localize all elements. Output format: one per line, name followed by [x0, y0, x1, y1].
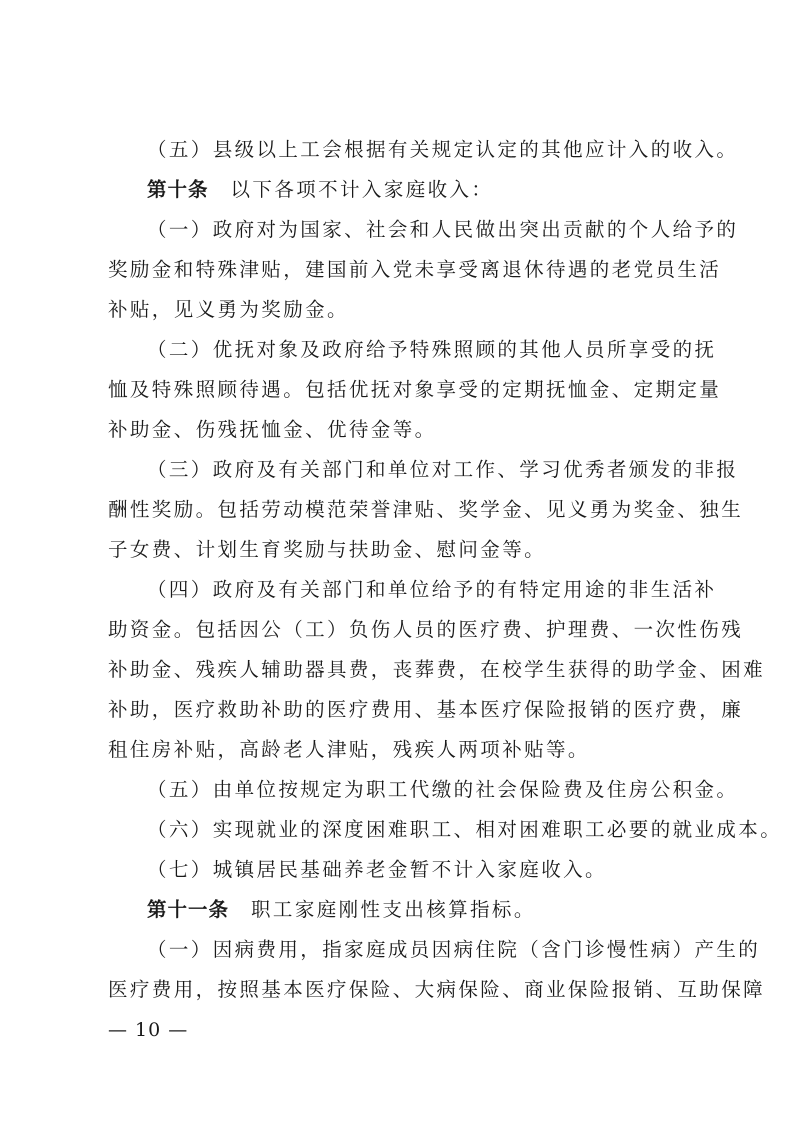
paragraph-line: （二）优抚对象及政府给予特殊照顾的其他人员所享受的抚 [147, 338, 717, 361]
paragraph-line: 医疗费用，按照基本医疗保险、大病保险、商业保险报销、互助保障 [108, 978, 766, 1001]
paragraph-line: （三）政府及有关部门和单位对工作、学习优秀者颁发的非报 [147, 458, 739, 481]
article-11-text: 职工家庭刚性支出核算指标。 [251, 898, 536, 921]
article-10-line [147, 170, 698, 210]
paragraph-line: 租住房补贴，高龄老人津贴，残疾人两项补贴等。 [108, 738, 590, 761]
paragraph-line: 恤及特殊照顾待遇。包括优抚对象享受的定期抚恤金、定期定量 [108, 378, 722, 401]
paragraph-line: （一）政府对为国家、社会和人民做出突出贡献的个人给予的 [147, 218, 739, 241]
paragraph-line: 补助金、残疾人辅助器具费，丧葬费，在校学生获得的助学金、困难 [108, 658, 766, 681]
paragraph-line: （五）由单位按规定为职工代缴的社会保险费及住房公积金。 [147, 778, 739, 801]
paragraph-line: （一）因病费用，指家庭成员因病住院（含门诊慢性病）产生的 [147, 938, 761, 961]
paragraph-line: 补助金、伤残抚恤金、优待金等。 [108, 418, 437, 441]
article-10-heading: 第十条 [147, 178, 209, 201]
paragraph-line: （七）城镇居民基础养老金暂不计入家庭收入。 [147, 858, 607, 881]
paragraph-line: （五）县级以上工会根据有关规定认定的其他应计入的收入。 [147, 138, 739, 161]
paragraph-line: 补贴，见义勇为奖励金。 [108, 298, 349, 321]
paragraph-line: 酬性奖励。包括劳动模范荣誉津贴、奖学金、见义勇为奖金、独生 [108, 498, 744, 521]
paragraph-line: 助资金。包括因公（工）负伤人员的医疗费、护理费、一次性伤残 [108, 618, 744, 641]
article-10-text: 以下各项不计入家庭收入： [230, 178, 494, 201]
paragraph-line: （四）政府及有关部门和单位给予的有特定用途的非生活补 [147, 578, 717, 601]
article-11-heading: 第十一条 [147, 898, 230, 921]
paragraph-line: 补助，医疗救助补助的医疗费用、基本医疗保险报销的医疗费，廉 [108, 698, 744, 721]
article-11-line [147, 890, 698, 930]
page-number: — 10 — [108, 1019, 189, 1041]
paragraph-line: 奖励金和特殊津贴，建国前入党未享受离退休待遇的老党员生活 [108, 258, 722, 281]
paragraph-line: （六）实现就业的深度困难职工、相对困难职工必要的就业成本。 [147, 818, 783, 841]
paragraph-line: 子女费、计划生育奖励与扶助金、慰问金等。 [108, 538, 547, 561]
